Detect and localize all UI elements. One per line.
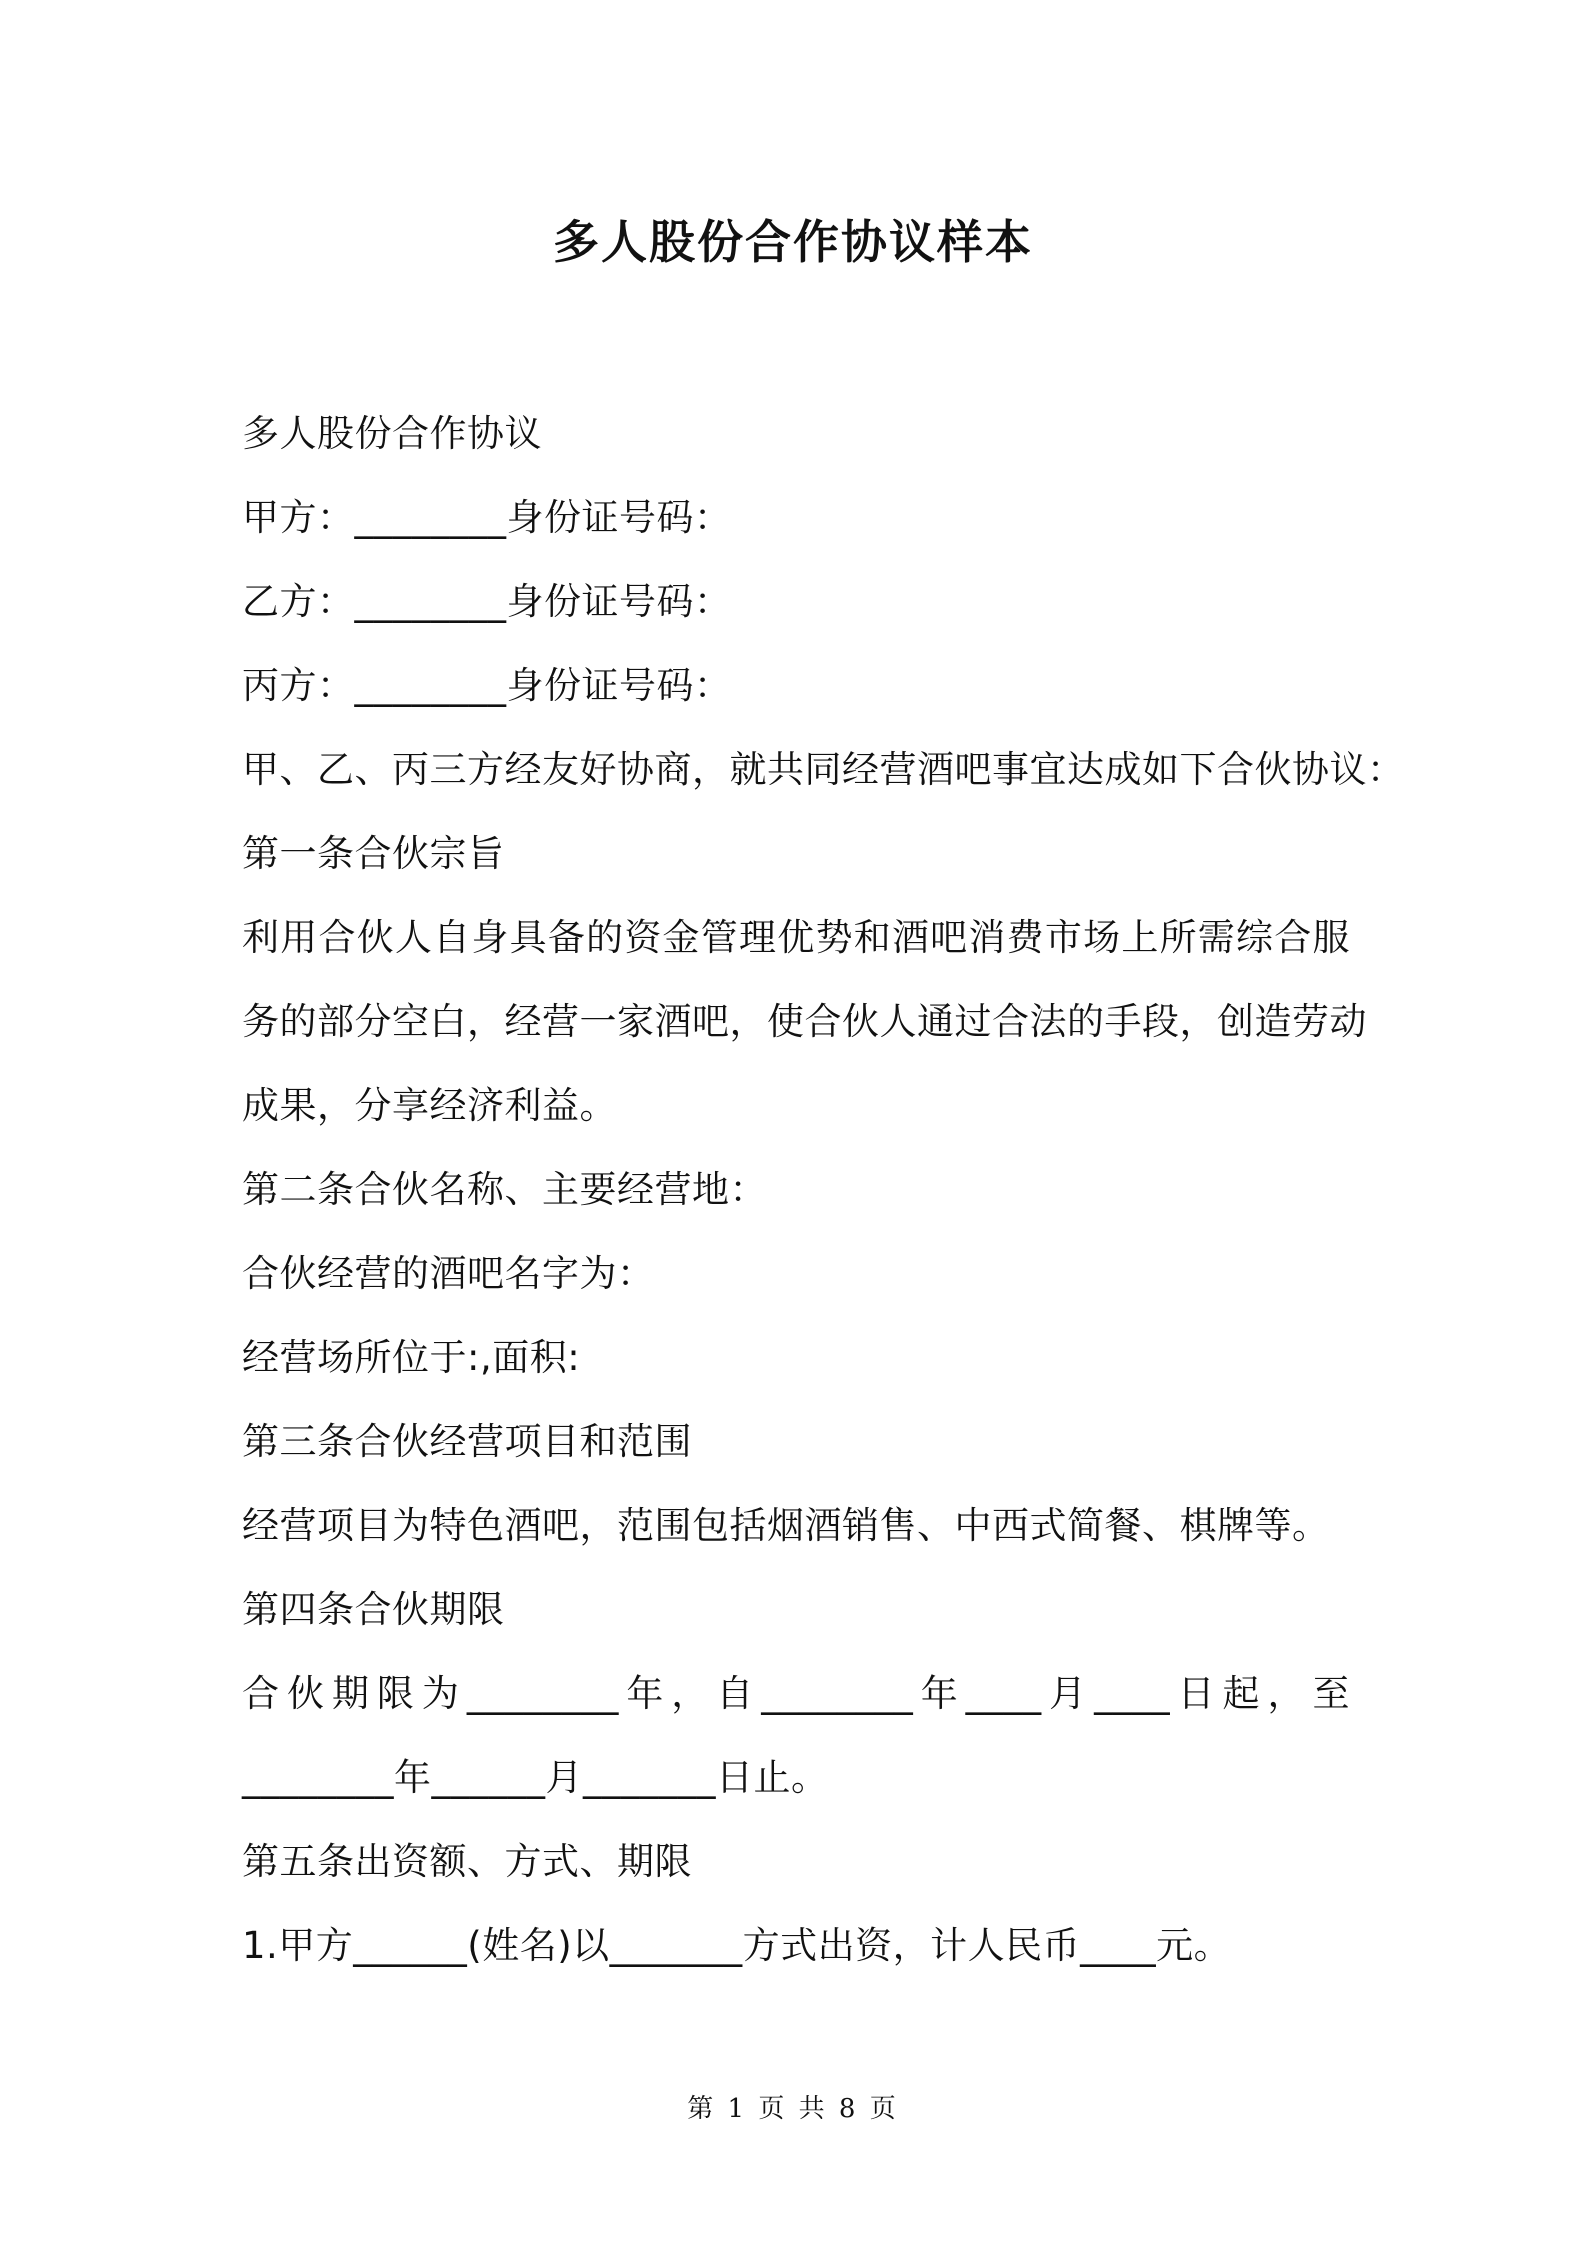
party-b-line: 乙方：________身份证号码： bbox=[242, 580, 732, 623]
page-number-footer: 第 1 页 共 8 页 bbox=[687, 2094, 899, 2124]
article-4-heading: 第四条合伙期限 bbox=[242, 1588, 505, 1631]
article-3-heading: 第三条合伙经营项目和范围 bbox=[242, 1420, 692, 1463]
article-1-text-line-1: 利用合伙人自身具备的资金管理优势和酒吧消费市场上所需综合服 bbox=[242, 916, 1350, 959]
premises-line: 经营场所位于:,面积: bbox=[242, 1336, 581, 1379]
party-a-line: 甲方：________身份证号码： bbox=[242, 496, 732, 539]
preamble-line: 甲、乙、丙三方经友好协商，就共同经营酒吧事宜达成如下合伙协议： bbox=[242, 748, 1405, 791]
article-1-text-line-2: 务的部分空白，经营一家酒吧，使合伙人通过合法的手段，创造劳动 bbox=[242, 1000, 1367, 1043]
article-1-text-line-3: 成果，分享经济利益。 bbox=[242, 1084, 617, 1127]
term-line-2: ________年______月_______日止。 bbox=[242, 1756, 829, 1799]
article-2-heading: 第二条合伙名称、主要经营地： bbox=[242, 1168, 767, 1211]
term-line-1: 合伙期限为________年，自________年____月____日起，至 bbox=[242, 1672, 1350, 1715]
bar-name-line: 合伙经营的酒吧名字为： bbox=[242, 1252, 655, 1295]
contribution-line-1: 1.甲方______(姓名)以_______方式出资，计人民币____元。 bbox=[242, 1924, 1232, 1967]
document-title: 多人股份合作协议样本 bbox=[553, 215, 1033, 269]
agreement-heading: 多人股份合作协议 bbox=[242, 412, 542, 455]
business-scope-line: 经营项目为特色酒吧，范围包括烟酒销售、中西式简餐、棋牌等。 bbox=[242, 1504, 1330, 1547]
article-5-heading: 第五条出资额、方式、期限 bbox=[242, 1840, 692, 1883]
party-c-line: 丙方：________身份证号码： bbox=[242, 664, 732, 707]
article-1-heading: 第一条合伙宗旨 bbox=[242, 832, 505, 875]
